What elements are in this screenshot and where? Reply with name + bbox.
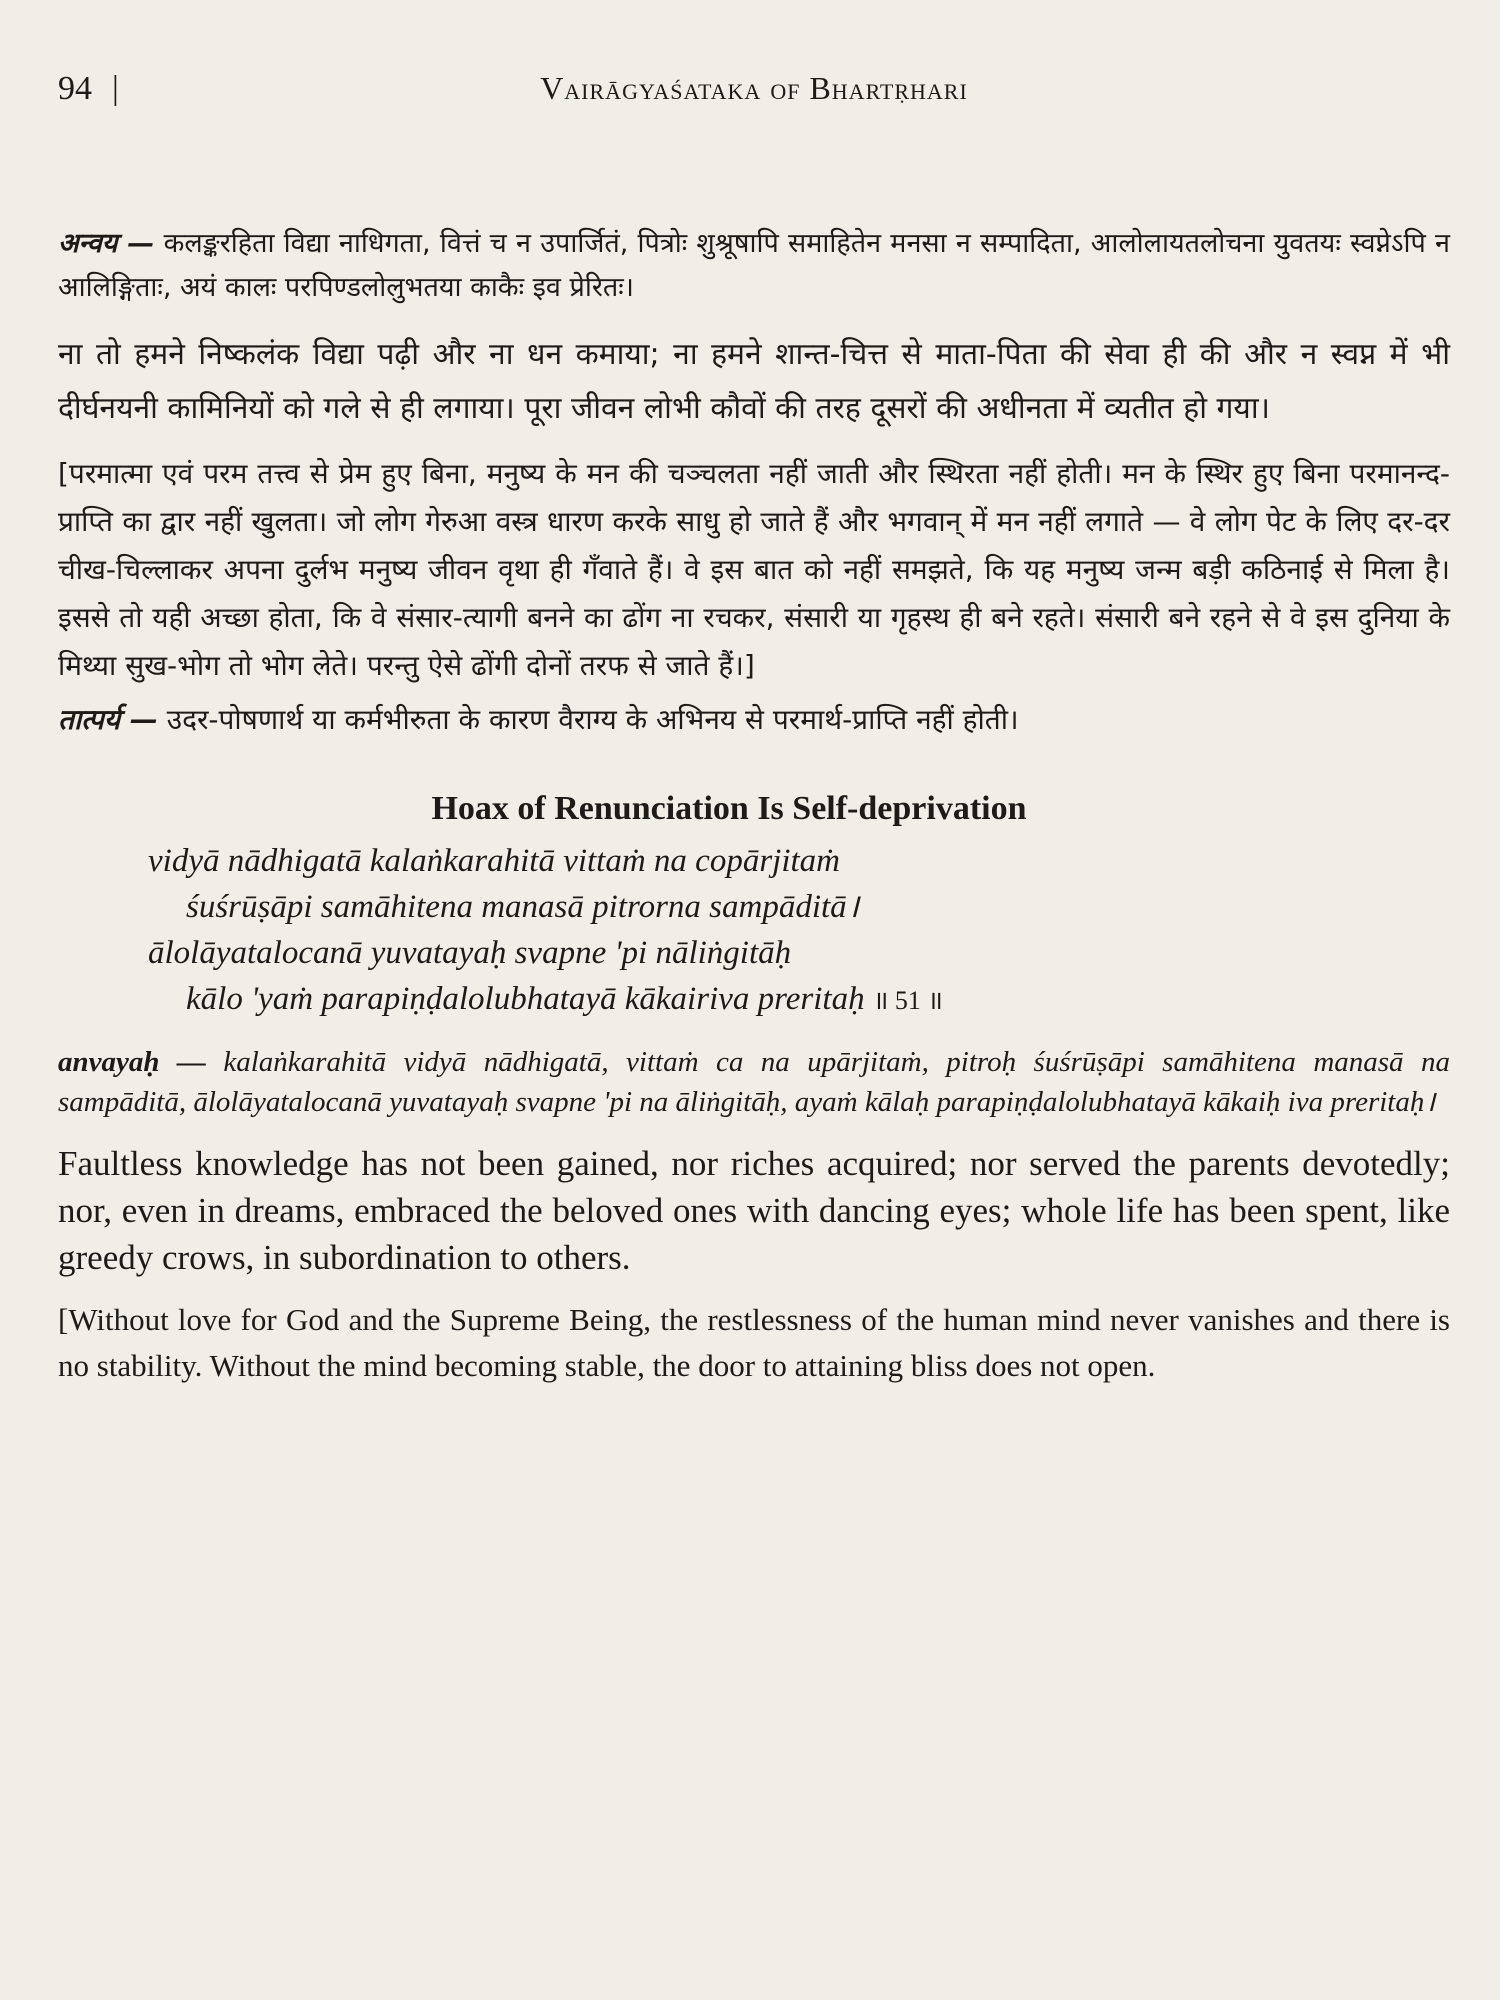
english-anvaya-label: anvayaḥ — — [58, 1046, 206, 1078]
running-title: Vairāgyaśataka of Bhartṛhari — [540, 70, 968, 106]
sanskrit-verse — [148, 838, 1450, 1024]
verse-line-4-text: kālo 'yaṁ parapiṇḍalolubhatayā kākairiva preritaḥ — [186, 981, 865, 1017]
english-translation: Faultless knowledge has not been gained, nor riches acquired; nor served the parents devotedly; nor, even in dreams, embraced the beloved ones with dancing eyes; whole life has been spent, like greedy crows, in subordination to others. — [58, 1144, 1450, 1277]
page-header — [58, 70, 1450, 132]
section-heading: Hoax of Renunciation Is Self-deprivation — [431, 790, 1027, 827]
hindi-anvaya — [58, 222, 1450, 310]
english-anvaya-text: kalaṅkarahitā vidyā nādhigatā, vittaṁ ca na upārjitaṁ, pitroḥ śuśrūṣāpi samāhitena manasā na sampāditā, ālolāyatalocanā yuvatayaḥ svapne 'pi na āliṅgitāḥ, ayaṁ kālaḥ parapiṇḍalolubhatayā kākaiḥ iva preritaḥ। — [58, 1046, 1450, 1118]
verse-line-2: śuśrūṣāpi samāhitena manasā pitrorna sampāditā। — [186, 889, 860, 925]
english-commentary: [Without love for God and the Supreme Being, the restlessness of the human mind never vanishes and there is no stability. Without the mind becoming stable, the door to attaining bliss does not open. — [58, 1302, 1450, 1383]
hindi-tatparya — [58, 696, 1450, 744]
hindi-commentary: [परमात्मा एवं परम तत्त्व से प्रेम हुए बिना, मनुष्य के मन की चञ्चलता नहीं जाती और स्थिरता नहीं होती। मन के स्थिर हुए बिना परमानन्द-प्राप्ति का द्वार नहीं खुलता। जो लोग गेरुआ वस्त्र धारण करके साधु हो जाते हैं और भगवान् में मन नहीं लगाते — वे लोग पेट के लिए दर-दर चीख-चिल्लाकर अपना दुर्लभ मनुष्य जीवन वृथा ही गँवाते हैं। वे इस बात को नहीं समझते, कि यह मनुष्य जन्म बड़ी कठिनाई से मिला है। इससे तो यही अच्छा होता, कि वे संसार-त्यागी बनने का ढोंग ना रचकर, संसारी या गृहस्थ ही बने रहते। संसारी बने रहने से वे इस दुनिया के मिथ्या सुख-भोग तो भोग लेते। परन्तु ऐसे ढोंगी दोनों तरफ से जाते हैं।] — [58, 457, 1450, 682]
hindi-tatparya-label: तात्पर्य — — [58, 703, 158, 736]
hindi-anvaya-text: कलङ्करहिता विद्या नाधिगता, वित्तं च न उपार्जितं, पित्रोः शुश्रूषापि समाहितेन मनसा न सम्पादिता, आलोलायतलोचना युवतयः स्वप्नेऽपि न आलिङ्गिताः, अयं कालः परपिण्डलोलुभतया काकैः इव प्रेरितः। — [58, 228, 1450, 303]
hindi-meaning: ना तो हमने निष्कलंक विद्या पढ़ी और ना धन कमाया; ना हमने शान्त-चित्त से माता-पिता की सेवा ही की और न स्वप्न में भी दीर्घनयनी कामिनियों को गले से ही लगाया। पूरा जीवन लोभी कौवों की तरह दूसरों की अधीनता में व्यतीत हो गया। — [58, 337, 1450, 426]
verse-number: ॥ 51 ॥ — [872, 986, 943, 1015]
english-anvaya — [58, 1042, 1450, 1122]
verse-line-3: ālolāyatalocanā yuvatayaḥ svapne 'pi nāliṅgitāḥ — [148, 935, 792, 971]
page-number-value: 94 — [58, 70, 92, 107]
hindi-anvaya-label: अन्वय — — [58, 228, 155, 259]
verse-line-1: vidyā nādhigatā kalaṅkarahitā vittaṁ na copārjitaṁ — [148, 843, 841, 879]
header-separator: | — [112, 70, 119, 107]
hindi-tatparya-text: उदर-पोषणार्थ या कर्मभीरुता के कारण वैराग्य के अभिनय से परमार्थ-प्राप्ति नहीं होती। — [157, 703, 1019, 736]
verse-line-4 — [148, 976, 1450, 1024]
